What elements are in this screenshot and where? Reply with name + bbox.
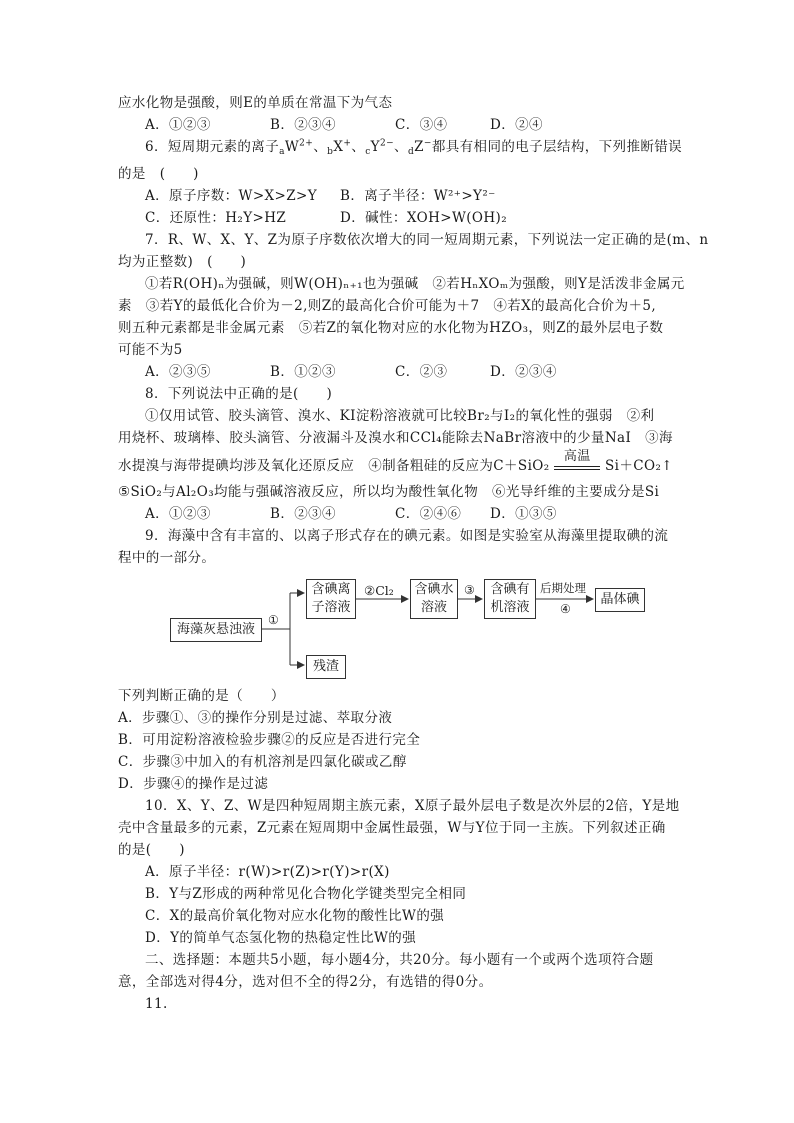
q9-option-b[interactable]: B．可用淀粉溶液检验步骤②的反应是否进行完全 bbox=[118, 732, 421, 748]
q8-option-d[interactable]: D．①③⑤ bbox=[490, 506, 557, 522]
q9-question: 下列判断正确的是（ ） bbox=[118, 688, 285, 704]
q8-options bbox=[118, 503, 678, 525]
q5-tail-line: 应水化物是强酸，则E的单质在常温下为气态 bbox=[118, 95, 393, 111]
section-2-heading: 二、选择题：本题共5小题，每小题4分，共20分。每小题有一个或两个选项符合题 bbox=[145, 952, 654, 968]
flow-step-2-label: ②Cl₂ bbox=[364, 583, 394, 598]
q8-item-line-1: ①仅用试管、胶头滴管、溴水、KI淀粉溶液就可比较Br₂与I₂的氧化性的强弱 ②利 bbox=[145, 408, 655, 424]
q9-stem: 9．海藻中含有丰富的、以离子形式存在的碘元素。如图是实验室从海藻里提取碘的流 bbox=[145, 528, 669, 544]
flow-node-crystal-iodine: 晶体碘 bbox=[595, 588, 645, 612]
q9-stem-2: 程中的一部分。 bbox=[118, 550, 216, 566]
q7-option-a[interactable]: A．②③⑤ bbox=[145, 364, 211, 380]
q5-option-a[interactable]: A．①②③ bbox=[145, 117, 211, 133]
q8-option-a[interactable]: A．①②③ bbox=[145, 506, 211, 522]
flow-node-iodine-water: 含碘水 溶液 bbox=[410, 579, 458, 619]
flow-node-organic-solution: 含碘有 机溶液 bbox=[484, 579, 536, 619]
flow-node-ion-solution: 含碘离 子溶液 bbox=[306, 579, 356, 619]
q10-option-a[interactable]: A．原子半径：r(W)>r(Z)>r(Y)>r(X) bbox=[145, 864, 390, 880]
reaction-condition-label: 高温 bbox=[563, 449, 591, 464]
q6-option-c[interactable]: C．还原性：H₂Y>HZ bbox=[145, 210, 287, 226]
q6-stem-end: 的是 ( ) bbox=[118, 166, 199, 182]
q5-option-c[interactable]: C．③④ bbox=[395, 117, 448, 133]
section-2-heading-2: 意，全部选对得4分，选对但不全的得2分，有选错的得0分。 bbox=[118, 974, 493, 990]
q5-option-d[interactable]: D．②④ bbox=[490, 117, 543, 133]
q5-options bbox=[118, 114, 678, 136]
q8-stem: 8．下列说法中正确的是( ) bbox=[145, 386, 333, 402]
flow-step-3-label: ③ bbox=[464, 583, 475, 597]
q7-stem: 7．R、W、X、Y、Z为原子序数依次增大的同一短周期元素，下列说法一定正确的是(m、n bbox=[145, 232, 709, 248]
flow-step-4-bottom-label: ④ bbox=[560, 602, 571, 616]
q7-item-line-2: 素 ③若Y的最低化合价为－2,则Z的最高化合价可能为＋7 ④若X的最高化合价为＋5, bbox=[118, 298, 657, 314]
q10-option-c[interactable]: C．X的最高价氧化物对应水化物的酸性比W的强 bbox=[145, 908, 445, 924]
q6-options-row1 bbox=[118, 185, 678, 207]
q9-option-a[interactable]: A．步骤①、③的操作分别是过滤、萃取分液 bbox=[118, 710, 393, 726]
q7-option-d[interactable]: D．②③④ bbox=[490, 364, 557, 380]
q7-option-c[interactable]: C．②③ bbox=[395, 364, 448, 380]
q8-item-line-4: ⑤SiO₂与Al₂O₃均能与强碱溶液反应，所以均为酸性氧化物 ⑥光导纤维的主要成分是Si bbox=[118, 484, 660, 500]
q7-item-line-3: 则五种元素都是非金属元素 ⑤若Z的氧化物对应的水化物为HZO₃，则Z的最外层电子数 bbox=[118, 320, 664, 336]
q6-stem: 6．短周期元素的离子$_aW^{2+}$、$_b$X+、$_cY^{2-}$、$_d$Z−都具有相同的电子层结构，下列推断错误 bbox=[145, 138, 683, 157]
q6-options-row2 bbox=[118, 207, 678, 229]
q7-item-line-4: 可能不为5 bbox=[118, 342, 183, 358]
iodine-extraction-flowchart bbox=[118, 575, 678, 683]
q6-option-a[interactable]: A．原子序数：W>X>Z>Y bbox=[145, 188, 318, 204]
q10-stem-3: 的是( ) bbox=[118, 842, 185, 858]
flow-step-1-label: ① bbox=[268, 613, 279, 627]
q6-option-d[interactable]: D．碱性：XOH>W(OH)₂ bbox=[340, 210, 508, 226]
flow-node-start: 海藻灰悬浊液 bbox=[170, 618, 262, 642]
q10-stem: 10．X、Y、Z、W是四种短周期主族元素，X原子最外层电子数是次外层的2倍，Y是地 bbox=[145, 798, 680, 814]
q5-option-b[interactable]: B．②③④ bbox=[270, 117, 336, 133]
q10-option-b[interactable]: B．Y与Z形成的两种常见化合物化学键类型完全相同 bbox=[145, 886, 467, 902]
q8-option-b[interactable]: B．②③④ bbox=[270, 506, 336, 522]
q9-option-c[interactable]: C．步骤③中加入的有机溶剂是四氯化碳或乙醇 bbox=[118, 754, 407, 770]
q7-option-b[interactable]: B．①②③ bbox=[270, 364, 336, 380]
q8-item-line-3: 水提溴与海带提碘均涉及氧化还原反应 ④制备粗硅的反应为C＋SiO₂ 高温 Si＋CO₂↑ bbox=[118, 455, 678, 477]
q10-option-d[interactable]: D．Y的简单气态氢化物的热稳定性比W的强 bbox=[145, 930, 417, 946]
reaction-condition-arrow bbox=[554, 449, 600, 470]
q10-stem-2: 壳中含量最多的元素，Z元素在短周期中金属性最强，W与Y位于同一主族。下列叙述正确 bbox=[118, 820, 666, 836]
q7-stem-2: 均为正整数) ( ) bbox=[118, 254, 247, 270]
exam-page bbox=[118, 92, 709, 1015]
q8-item-line-2: 用烧杯、玻璃棒、胶头滴管、分液漏斗及溴水和CCl₄能除去NaBr溶液中的少量NaI ③海 bbox=[118, 430, 673, 446]
q6-option-b[interactable]: B．离子半径：W²⁺>Y²⁻ bbox=[340, 188, 496, 204]
flow-node-residue: 残渣 bbox=[306, 655, 346, 679]
q7-options bbox=[118, 361, 678, 383]
q9-option-d[interactable]: D．步骤④的操作是过滤 bbox=[118, 776, 269, 792]
q7-item-line-1: ①若R(OH)ₙ为强碱，则W(OH)ₙ₊₁也为强碱 ②若HₙXOₘ为强酸，则Y是活泼非金属元 bbox=[145, 276, 685, 292]
flow-step-4-top-label: 后期处理 bbox=[540, 581, 586, 595]
q11-number: 11. bbox=[145, 996, 168, 1012]
q8-option-c[interactable]: C．②④⑥ bbox=[395, 506, 462, 522]
